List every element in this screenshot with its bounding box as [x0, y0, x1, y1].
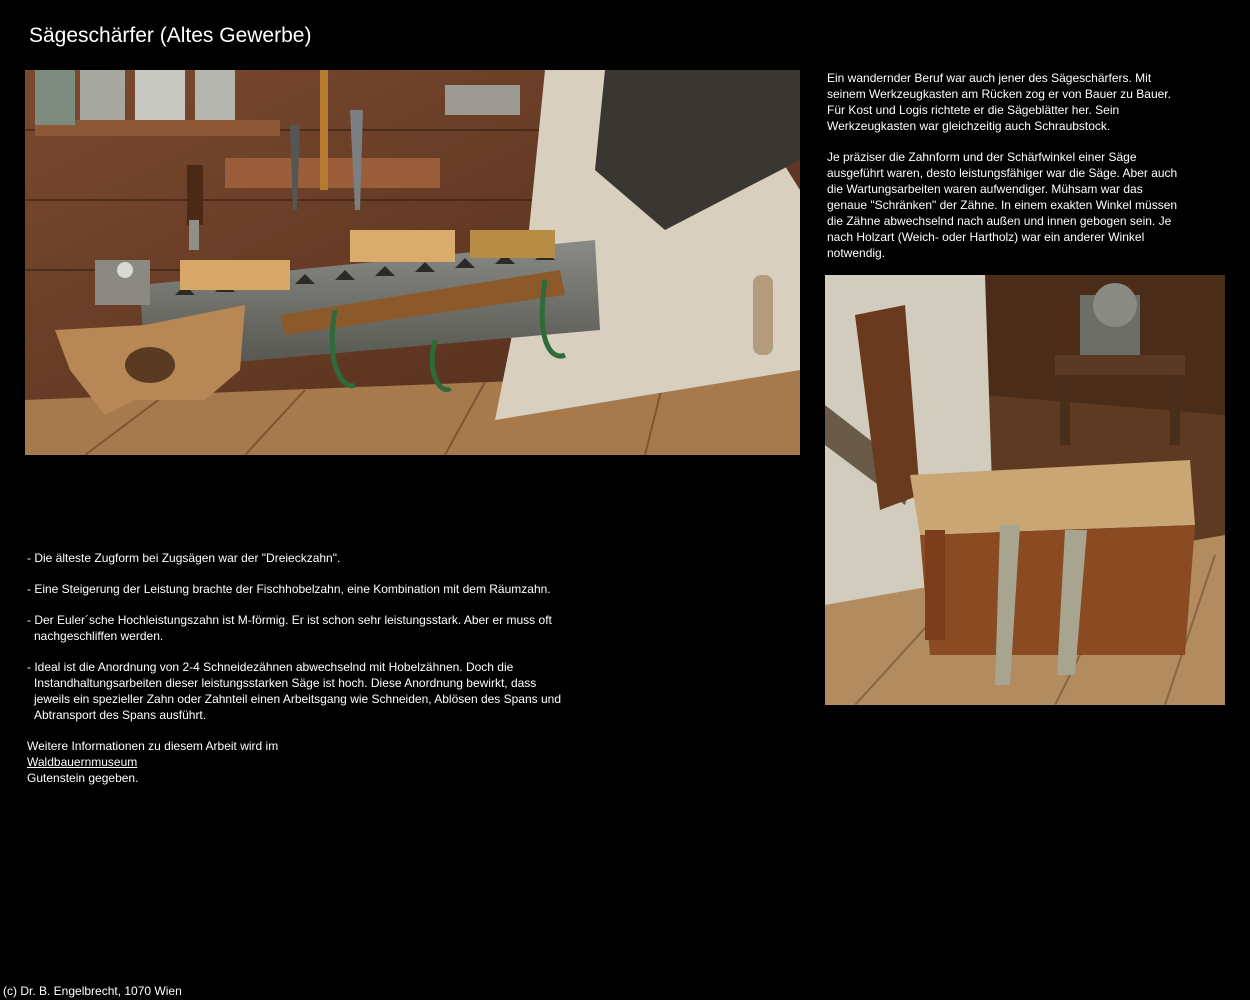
copyright: (c) Dr. B. Engelbrecht, 1070 Wien — [3, 984, 182, 998]
toolbox-bench-photo — [825, 275, 1225, 705]
more-info-suffix: Gutenstein gegeben. — [27, 771, 139, 785]
note-item: - Der Euler´sche Hochleistungszahn ist M-förmig. Er ist schon sehr leistungsstark. Aber er muss oft nachgeschliffen werden. — [27, 613, 552, 643]
intro-paragraph: Je präziser die Zahnform und der Schärfwinkel einer Säge ausgeführt waren, desto leistungsfähiger war die Säge. Aber auch die Wartungsarbeiten waren aufwendiger. Mühsam war das genaue "Schränken" der Zähne. In einem exakten Winkel müssen die Zähne abwechselnd nach außen und innen gebogen sein. Je nach Holzart (Weich- oder Hartholz) war ein anderer Winkel notwendig. — [827, 150, 1178, 260]
note-item: - Die älteste Zugform bei Zugsägen war der "Dreieckzahn". — [27, 551, 341, 565]
intro-text — [827, 70, 1182, 276]
museum-link[interactable]: Waldbauernmuseum — [27, 755, 138, 769]
more-info-prefix: Weitere Informationen zu diesem Arbeit wird im — [27, 739, 279, 753]
more-info-text — [27, 738, 567, 786]
intro-paragraph: Ein wandernder Beruf war auch jener des Sägeschärfers. Mit seinem Werkzeugkasten am Rücken zog er von Bauer zu Bauer. Für Kost und Logis richtete er die Sägeblätter her. Sein Werkzeugkasten war gleichzeitig auch Schraubstock. — [827, 71, 1171, 133]
tooth-shape-notes — [27, 550, 567, 786]
note-item: - Ideal ist die Anordnung von 2-4 Schneidezähnen abwechselnd mit Hobelzähnen. Doch die Instandhaltungsarbeiten dieser leistungsstarken Säge ist hoch. Diese Anordnung bewirkt, dass jeweils ein spezieller Zahn oder Zahnteil einen Arbeitsgang wie Schneiden, Ablösen des Spans und Abtransport des Spans ausführt. — [27, 660, 562, 722]
saw-tools-photo — [25, 70, 800, 455]
note-item: - Eine Steigerung der Leistung brachte der Fischhobelzahn, eine Kombination mit dem Räumzahn. — [27, 582, 551, 596]
page-title: Sägeschärfer (Altes Gewerbe) — [29, 24, 312, 47]
